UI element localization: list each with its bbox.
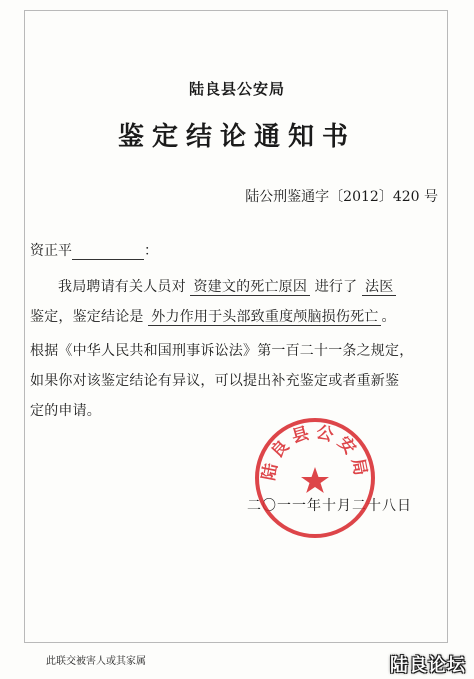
body-p2-prefix: 鉴定，鉴定结论是 — [30, 309, 144, 325]
official-seal — [252, 415, 378, 541]
body-line-5: 定的申请。 — [30, 403, 101, 419]
forum-watermark: 陆良论坛 — [390, 655, 466, 676]
document-title: 鉴定结论通知书 — [117, 122, 356, 152]
recipient-blank — [72, 244, 144, 260]
body-p1-type: 法医 — [362, 279, 396, 296]
document-date: 二〇一一年十月二十八日 — [247, 498, 412, 514]
seal-star-icon — [301, 467, 329, 493]
document-number: 陆公刑鉴通字〔2012〕420 号 — [245, 189, 438, 205]
body-p1-subject: 资建文的死亡原因 — [190, 279, 310, 296]
body-line-1 — [58, 276, 396, 296]
body-p1-prefix: 我局聘请有关人员对 — [58, 279, 186, 295]
body-p2-suffix: 。 — [381, 309, 396, 325]
recipient-colon: ： — [144, 243, 158, 259]
body-line-4: 如果你对该鉴定结论有异议，可以提出补充鉴定或者重新鉴 — [30, 373, 400, 389]
document-border — [24, 10, 448, 643]
recipient-name: 资正平 — [30, 243, 72, 259]
body-line-2 — [30, 306, 396, 326]
footer-note: 此联交被害人或其家属 — [46, 656, 146, 667]
body-p1-mid: 进行了 — [314, 279, 358, 295]
seal-text: 陆良县公安局 — [258, 422, 372, 483]
body-line-3: 根据《中华人民共和国刑事诉讼法》第一百二十一条之规定， — [30, 343, 414, 359]
issuer-name: 陆良县公安局 — [188, 80, 285, 98]
recipient-line — [30, 240, 158, 260]
body-p2-conclusion: 外力作用于头部致重度颅脑损伤死亡 — [148, 309, 381, 326]
